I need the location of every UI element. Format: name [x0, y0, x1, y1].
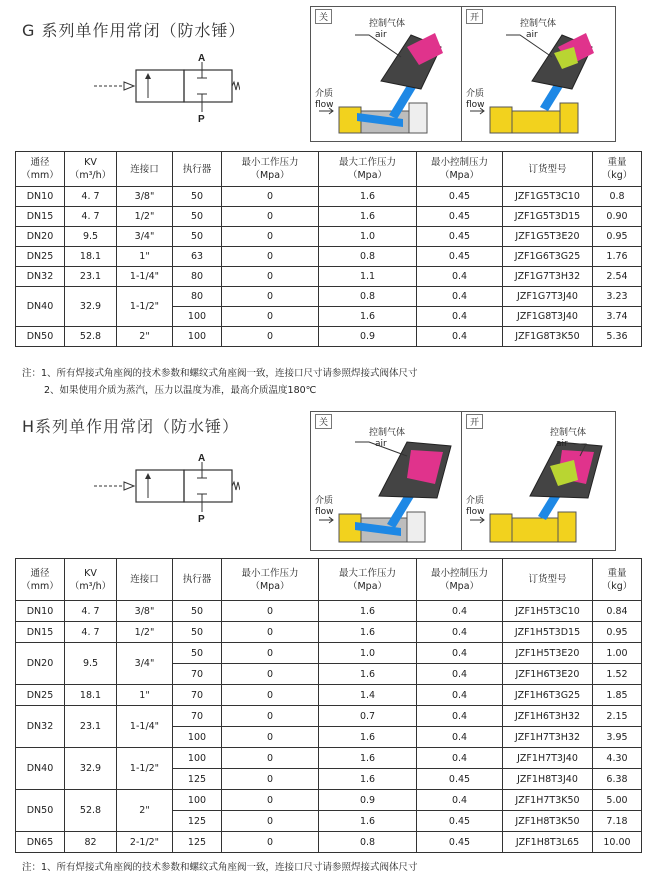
h-note-1: 注：1、所有焊接式角座阀的技术参数和螺纹式角座阀一致，连接口尺寸请参照焊接式阀体尺寸	[22, 862, 418, 873]
g-table-row	[16, 247, 642, 267]
g-flow-label-cn-2: 介质	[466, 89, 485, 99]
h-valve-photos	[310, 411, 616, 551]
g-cell: DN15	[16, 207, 65, 227]
g-cell: 0.45	[417, 187, 503, 207]
g-cell: 0	[222, 327, 319, 347]
g-cell: 0	[222, 287, 319, 307]
h-col-bore-text: 通径 （mm）	[21, 567, 59, 592]
g-cell: 3.74	[593, 307, 642, 327]
h-cell: 0.4	[417, 748, 503, 769]
h-cell: 1.0	[319, 643, 417, 664]
h-cell: JZF1H7T3K50	[503, 790, 593, 811]
h-cell: 1.6	[319, 601, 417, 622]
h-cell: 1-1/4"	[117, 706, 173, 748]
h-cell: 2.15	[593, 706, 642, 727]
h-col-port-text: 连接口	[130, 574, 159, 585]
h-cell: JZF1H5T3D15	[503, 622, 593, 643]
h-cell: 0.45	[417, 832, 503, 853]
g-cell: 1.6	[319, 207, 417, 227]
h-cell: JZF1H7T3H32	[503, 727, 593, 748]
g-cell: DN25	[16, 247, 65, 267]
h-cell: 125	[173, 769, 222, 790]
g-col-port	[117, 152, 173, 187]
g-air-label-cn: 控制气体	[369, 19, 406, 29]
h-cell: DN50	[16, 790, 65, 832]
h-open-tag: 开	[466, 414, 483, 429]
g-table-row	[16, 207, 642, 227]
h-valve-symbol-diagram	[90, 452, 240, 524]
g-cell: 0.95	[593, 227, 642, 247]
h-cell: DN20	[16, 643, 65, 685]
h-col-min-pressure-text: 最小工作压力 （Mpa）	[241, 567, 299, 592]
h-cell: 1-1/2"	[117, 748, 173, 790]
g-air-label-en-2: air	[526, 30, 538, 40]
g-cell: 5.36	[593, 327, 642, 347]
h-cell: 1.00	[593, 643, 642, 664]
g-photo-closed	[311, 7, 462, 141]
g-cell: 0	[222, 307, 319, 327]
h-cell: 0	[222, 790, 319, 811]
h-col-order-code	[503, 559, 593, 601]
h-cell: 0	[222, 685, 319, 706]
g-col-kv	[65, 152, 117, 187]
g-cell: JZF1G6T3G25	[503, 247, 593, 267]
h-cell: 0.9	[319, 790, 417, 811]
g-table-row	[16, 227, 642, 247]
h-cell: 50	[173, 643, 222, 664]
h-cell: DN10	[16, 601, 65, 622]
g-air-label-en: air	[375, 30, 387, 40]
g-cell: JZF1G7T3J40	[503, 287, 593, 307]
h-cell: 4. 7	[65, 622, 117, 643]
g-cell: 1.6	[319, 307, 417, 327]
g-cell: 80	[173, 287, 222, 307]
g-table-row	[16, 327, 642, 347]
g-cell: 50	[173, 207, 222, 227]
g-cell: JZF1G8T3K50	[503, 327, 593, 347]
h-cell: 0	[222, 748, 319, 769]
g-cell: 0.45	[417, 247, 503, 267]
h-cell: 125	[173, 832, 222, 853]
g-cell: JZF1G5T3E20	[503, 227, 593, 247]
h-cell: 0.4	[417, 643, 503, 664]
h-open-valve-icon	[462, 412, 615, 550]
h-col-actuator-text: 执行器	[182, 574, 212, 585]
h-cell: 0	[222, 706, 319, 727]
h-col-kv-text: KV （m³/h）	[69, 567, 112, 592]
h-cell: 52.8	[65, 790, 117, 832]
g-cell: 0.4	[417, 267, 503, 287]
h-cell: 0	[222, 643, 319, 664]
h-cell: DN40	[16, 748, 65, 790]
h-col-port	[117, 559, 173, 601]
g-cell: 0	[222, 267, 319, 287]
g-cell: 0.90	[593, 207, 642, 227]
g-col-actuator	[173, 152, 222, 187]
h-port-p-label: P	[198, 514, 205, 524]
h-cell: 1.6	[319, 769, 417, 790]
h-cell: 0.4	[417, 601, 503, 622]
h-col-bore	[16, 559, 65, 601]
h-cell: 3.95	[593, 727, 642, 748]
h-cell: 70	[173, 664, 222, 685]
h-col-min-control	[417, 559, 503, 601]
h-table-row	[16, 790, 642, 811]
h-flow-label-en: flow	[315, 507, 334, 517]
g-cell: 0.4	[417, 287, 503, 307]
h-cell: JZF1H8T3K50	[503, 811, 593, 832]
g-cell: 0.4	[417, 307, 503, 327]
h-cell: 0.8	[319, 832, 417, 853]
h-cell: JZF1H5T3C10	[503, 601, 593, 622]
h-cell: 0	[222, 664, 319, 685]
h-cell: 1.85	[593, 685, 642, 706]
h-cell: JZF1H8T3L65	[503, 832, 593, 853]
g-cell: 32.9	[65, 287, 117, 327]
g-cell: 1/2"	[117, 207, 173, 227]
h-cell: JZF1H8T3J40	[503, 769, 593, 790]
h-cell: 1.6	[319, 811, 417, 832]
h-cell: 1.6	[319, 748, 417, 769]
g-cell: DN20	[16, 227, 65, 247]
h-cell: 18.1	[65, 685, 117, 706]
h-cell: 0	[222, 727, 319, 748]
h-col-min-control-text: 最小控制压力 （Mpa）	[430, 567, 488, 592]
h-cell: DN25	[16, 685, 65, 706]
h-cell: 1/2"	[117, 622, 173, 643]
g-open-tag: 开	[466, 9, 483, 24]
h-cell: 2"	[117, 790, 173, 832]
h-cell: 100	[173, 727, 222, 748]
g-flow-label-cn: 介质	[315, 89, 334, 99]
h-cell: 0.4	[417, 685, 503, 706]
g-cell: 50	[173, 227, 222, 247]
g-cell: 0.8	[319, 287, 417, 307]
h-photo-open	[462, 412, 615, 550]
h-closed-tag: 关	[315, 414, 332, 429]
h-cell: DN15	[16, 622, 65, 643]
g-cell: JZF1G5T3C10	[503, 187, 593, 207]
h-cell: 23.1	[65, 706, 117, 748]
g-cell: 0	[222, 207, 319, 227]
g-col-order-code-text: 订货型号	[528, 163, 567, 175]
g-cell: 9.5	[65, 227, 117, 247]
g-col-actuator-text: 执行器	[182, 163, 212, 175]
g-col-min-pressure	[222, 152, 319, 187]
h-cell: 7.18	[593, 811, 642, 832]
h-cell: 100	[173, 790, 222, 811]
h-table-row	[16, 748, 642, 769]
g-cell: 1.0	[319, 227, 417, 247]
h-header-row	[16, 559, 642, 601]
g-cell: 50	[173, 187, 222, 207]
h-cell: 0.4	[417, 727, 503, 748]
h-air-label-cn-2: 控制气体	[550, 428, 587, 438]
g-col-weight	[593, 152, 642, 187]
h-cell: 0.4	[417, 790, 503, 811]
h-port-a-label: A	[198, 453, 206, 464]
h-cell: 9.5	[65, 643, 117, 685]
g-col-kv-text: KV （m³/h）	[69, 157, 112, 181]
h-col-kv	[65, 559, 117, 601]
h-cell: 0	[222, 769, 319, 790]
h-cell: 0.45	[417, 811, 503, 832]
h-cell: 0	[222, 832, 319, 853]
g-cell: 1.6	[319, 187, 417, 207]
g-closed-tag: 关	[315, 9, 332, 24]
g-col-weight-text: 重量 （kg）	[601, 157, 633, 181]
g-cell: DN10	[16, 187, 65, 207]
h-col-order-code-text: 订货型号	[528, 574, 567, 585]
g-cell: 1.1	[319, 267, 417, 287]
g-col-order-code	[503, 152, 593, 187]
g-air-label-cn-2: 控制气体	[520, 19, 557, 29]
g-cell: 3/4"	[117, 227, 173, 247]
g-cell: DN32	[16, 267, 65, 287]
g-cell: 0.8	[593, 187, 642, 207]
h-cell: JZF1H5T3E20	[503, 643, 593, 664]
g-cell: 2"	[117, 327, 173, 347]
g-cell: 3.23	[593, 287, 642, 307]
g-cell: 0.4	[417, 327, 503, 347]
g-cell: 4. 7	[65, 207, 117, 227]
g-col-max-pressure	[319, 152, 417, 187]
g-col-bore	[16, 152, 65, 187]
g-cell: JZF1G8T3J40	[503, 307, 593, 327]
h-cell: 50	[173, 622, 222, 643]
g-cell: 18.1	[65, 247, 117, 267]
g-section-title: G 系列单作用常闭（防水锤）	[22, 21, 246, 40]
h-col-max-pressure-text: 最大工作压力 （Mpa）	[338, 567, 396, 592]
h-col-actuator	[173, 559, 222, 601]
g-cell: 4. 7	[65, 187, 117, 207]
g-header-row	[16, 152, 642, 187]
g-cell: 1-1/2"	[117, 287, 173, 327]
h-cell: 1.6	[319, 664, 417, 685]
h-table-row	[16, 832, 642, 853]
h-cell: 4.30	[593, 748, 642, 769]
g-col-bore-text: 通径 （mm）	[21, 157, 59, 181]
h-cell: 100	[173, 748, 222, 769]
g-cell: 0	[222, 227, 319, 247]
g-photo-open	[462, 7, 615, 141]
g-cell: DN40	[16, 287, 65, 327]
g-note-2: 2、如果使用介质为蒸汽，压力以温度为准，最高介质温度180℃	[44, 385, 317, 396]
h-table-row	[16, 706, 642, 727]
h-cell: 0.7	[319, 706, 417, 727]
h-cell: 82	[65, 832, 117, 853]
g-cell: 1-1/4"	[117, 267, 173, 287]
g-col-min-control-text: 最小控制压力 （Mpa）	[430, 157, 488, 181]
h-cell: DN32	[16, 706, 65, 748]
g-cell: 1.76	[593, 247, 642, 267]
g-cell: 2.54	[593, 267, 642, 287]
h-cell: 1.6	[319, 622, 417, 643]
h-col-min-pressure	[222, 559, 319, 601]
h-col-max-pressure	[319, 559, 417, 601]
h-cell: 3/8"	[117, 601, 173, 622]
g-cell: 0	[222, 247, 319, 267]
h-table-row	[16, 622, 642, 643]
g-col-port-text: 连接口	[130, 163, 159, 175]
g-flow-label-en: flow	[315, 100, 334, 110]
g-cell: 1"	[117, 247, 173, 267]
h-cell: JZF1H6T3E20	[503, 664, 593, 685]
g-cell: JZF1G7T3H32	[503, 267, 593, 287]
g-table-row	[16, 187, 642, 207]
h-cell: 5.00	[593, 790, 642, 811]
h-cell: 1.6	[319, 727, 417, 748]
h-cell: 4. 7	[65, 601, 117, 622]
g-cell: 52.8	[65, 327, 117, 347]
h-table-row	[16, 643, 642, 664]
h-cell: 50	[173, 601, 222, 622]
g-port-p-label: P	[198, 114, 205, 124]
g-cell: 0.8	[319, 247, 417, 267]
g-cell: 63	[173, 247, 222, 267]
h-flow-label-cn: 介质	[315, 496, 334, 506]
h-air-label-en-2: air	[556, 439, 568, 449]
g-cell: 80	[173, 267, 222, 287]
g-cell: JZF1G5T3D15	[503, 207, 593, 227]
g-cell: 0.45	[417, 207, 503, 227]
h-cell: 32.9	[65, 748, 117, 790]
h-flow-label-cn-2: 介质	[466, 496, 485, 506]
h-col-weight-text: 重量 （kg）	[601, 567, 633, 592]
h-cell: 6.38	[593, 769, 642, 790]
h-table-row	[16, 685, 642, 706]
g-cell: 100	[173, 327, 222, 347]
g-valve-symbol-diagram	[90, 52, 240, 124]
h-cell: 0	[222, 622, 319, 643]
h-cell: JZF1H6T3H32	[503, 706, 593, 727]
h-cell: 1.4	[319, 685, 417, 706]
g-cell: 3/8"	[117, 187, 173, 207]
h-cell: JZF1H6T3G25	[503, 685, 593, 706]
h-cell: JZF1H7T3J40	[503, 748, 593, 769]
g-port-a-label: A	[198, 53, 206, 64]
h-air-label-en: air	[375, 439, 387, 449]
g-col-max-pressure-text: 最大工作压力 （Mpa）	[338, 157, 396, 181]
h-spec-table	[15, 558, 642, 853]
h-cell: 10.00	[593, 832, 642, 853]
h-cell: 1.52	[593, 664, 642, 685]
g-table-row	[16, 267, 642, 287]
g-cell: 23.1	[65, 267, 117, 287]
h-cell: 70	[173, 685, 222, 706]
g-spec-table	[15, 151, 642, 347]
g-col-min-pressure-text: 最小工作压力 （Mpa）	[241, 157, 299, 181]
h-cell: 0.4	[417, 664, 503, 685]
g-flow-label-en-2: flow	[466, 100, 485, 110]
h-cell: 125	[173, 811, 222, 832]
h-cell: 1"	[117, 685, 173, 706]
g-valve-photos	[310, 6, 616, 142]
g-col-min-control	[417, 152, 503, 187]
g-cell: 100	[173, 307, 222, 327]
h-col-weight	[593, 559, 642, 601]
h-cell: 0	[222, 601, 319, 622]
h-cell: 0.45	[417, 769, 503, 790]
h-cell: 0.4	[417, 622, 503, 643]
h-photo-closed	[311, 412, 462, 550]
h-flow-label-en-2: flow	[466, 507, 485, 517]
h-cell: 0.4	[417, 706, 503, 727]
g-cell: 0	[222, 187, 319, 207]
h-cell: 0.95	[593, 622, 642, 643]
g-cell: 0.9	[319, 327, 417, 347]
g-cell: DN50	[16, 327, 65, 347]
h-table-row	[16, 601, 642, 622]
h-cell: DN65	[16, 832, 65, 853]
h-cell: 0	[222, 811, 319, 832]
g-note-1: 注：1、所有焊接式角座阀的技术参数和螺纹式角座阀一致，连接口尺寸请参照焊接式阀体尺寸	[22, 368, 418, 379]
h-cell: 0.84	[593, 601, 642, 622]
h-air-label-cn: 控制气体	[369, 428, 406, 438]
h-cell: 70	[173, 706, 222, 727]
g-cell: 0.45	[417, 227, 503, 247]
g-table-row	[16, 287, 642, 307]
h-cell: 2-1/2"	[117, 832, 173, 853]
h-section-title: H系列单作用常闭（防水锤）	[22, 417, 240, 436]
h-cell: 3/4"	[117, 643, 173, 685]
